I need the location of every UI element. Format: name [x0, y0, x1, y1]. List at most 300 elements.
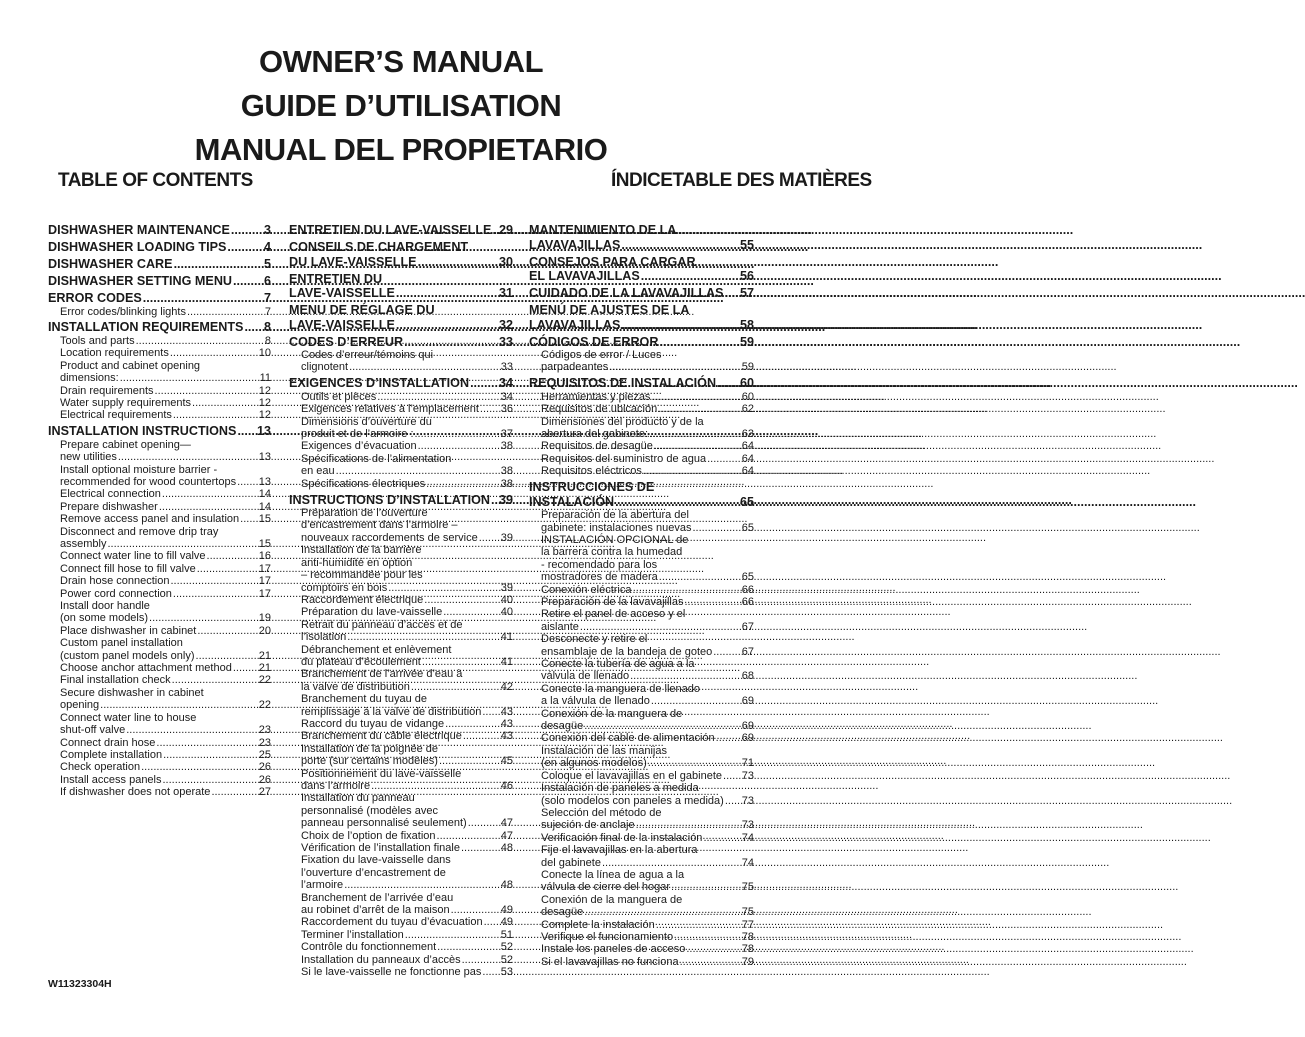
- toc-entry-title: (on some models): [60, 612, 149, 625]
- toc-entry-row: [541, 428, 754, 440]
- toc-page-number: 3: [263, 223, 271, 237]
- toc-entry-title: LAVE-VAISSELLE: [289, 286, 395, 300]
- toc-entry-row: [301, 361, 513, 373]
- toc-entry-row: [289, 255, 513, 270]
- toc-page-number: 41: [500, 655, 513, 668]
- dot-leader: [207, 550, 258, 562]
- dot-leader: [451, 904, 500, 916]
- toc-subentry[interactable]: [48, 600, 271, 625]
- toc-entry-title: Place dishwasher in cabinet: [60, 624, 197, 637]
- dot-leader: [648, 757, 741, 769]
- toc-subentry[interactable]: [48, 637, 271, 662]
- toc-section-entry[interactable]: [48, 274, 271, 289]
- toc-entry-title: gabinete: instalaciones nuevas: [541, 521, 692, 534]
- toc-entry-text-line: CONSEJOS PARA CARGAR: [529, 254, 696, 269]
- toc-entry-text-line: Conexión de la manguera de: [541, 707, 683, 720]
- toc-entry-row: [60, 575, 271, 587]
- toc-entry-text-line: CONSEILS DE CHARGEMENT: [289, 240, 469, 254]
- toc-entry-row: [301, 780, 513, 792]
- toc-page-number: 49: [500, 904, 513, 917]
- toc-entry-text-line: MENU DE RÉGLAGE DU: [289, 303, 435, 317]
- toc-subentry[interactable]: [289, 349, 513, 374]
- toc-subentry[interactable]: [289, 892, 513, 917]
- toc-subentry[interactable]: [48, 409, 271, 421]
- toc-page-number: 17: [258, 575, 271, 588]
- toc-entry-row: [301, 606, 513, 618]
- toc-page-number: 21: [258, 662, 271, 675]
- toc-entry-row: [60, 724, 271, 736]
- toc-subentry[interactable]: [289, 941, 513, 953]
- toc-page-number: 59: [739, 334, 754, 349]
- toc-subentry[interactable]: [48, 306, 271, 318]
- toc-subentry[interactable]: [48, 774, 271, 786]
- dot-leader: [159, 501, 258, 513]
- toc-subentry[interactable]: [289, 730, 513, 742]
- toc-entry-text-line: Branchement de l’arrivée d’eau: [301, 891, 454, 904]
- toc-subentry[interactable]: [48, 662, 271, 674]
- toc-subentry[interactable]: [529, 534, 754, 584]
- toc-subentry[interactable]: [529, 465, 754, 477]
- toc-page-number: 8: [264, 334, 271, 347]
- dot-leader: [174, 257, 263, 272]
- toc-subentry[interactable]: [48, 712, 271, 737]
- dot-leader: [192, 397, 258, 409]
- toc-entry-title: remplissage à la valve de distribution: [301, 705, 482, 718]
- toc-page-number: 65: [741, 521, 754, 534]
- toc-section-entry[interactable]: [529, 335, 754, 350]
- toc-page-number: 48: [500, 879, 513, 892]
- toc-section-entry[interactable]: [529, 376, 754, 391]
- toc-subentry[interactable]: [48, 749, 271, 761]
- dot-leader: [107, 538, 257, 550]
- toc-page-number: 15: [258, 538, 271, 550]
- toc-entry-row: [529, 376, 754, 391]
- toc-entry-title: au robinet d’arrêt de la maison: [301, 904, 450, 917]
- toc-entry-title: Water supply requirements: [60, 396, 192, 409]
- dot-leader: [418, 440, 500, 452]
- dot-leader: [602, 857, 741, 869]
- toc-subentry[interactable]: [529, 732, 754, 744]
- toc-entry-text-line: Débranchement et enlèvement: [301, 643, 452, 656]
- dot-leader: [654, 440, 741, 452]
- toc-subentry[interactable]: [529, 745, 754, 770]
- toc-subentry[interactable]: [289, 391, 513, 403]
- toc-page-number: 48: [500, 842, 513, 855]
- toc-subentry[interactable]: [48, 385, 271, 397]
- toc-page-number: 38: [500, 477, 513, 490]
- toc-entry-row: [60, 612, 271, 624]
- toc-subentry[interactable]: [48, 737, 271, 749]
- toc-subentry[interactable]: [289, 854, 513, 891]
- toc-subentry[interactable]: [529, 453, 754, 465]
- toc-entry-text-line: Branchement du tuyau de: [301, 693, 427, 706]
- toc-subentry[interactable]: [48, 761, 271, 773]
- toc-entry-row: [541, 453, 754, 465]
- dot-leader: [396, 318, 498, 333]
- toc-entry-row: [289, 335, 513, 350]
- toc-entry-title: sujeción de anclaje: [541, 819, 635, 832]
- toc-entry-row: [60, 761, 271, 773]
- toc-entry-row: [541, 732, 754, 744]
- dot-leader: [237, 424, 256, 439]
- toc-entry-title: EXIGENCES D’INSTALLATION: [289, 376, 470, 391]
- toc-entry-title: Branchement du câble électrique: [301, 730, 462, 743]
- dot-leader: [155, 385, 258, 397]
- toc-page-number: 12: [258, 384, 271, 397]
- toc-page-number: 33: [498, 334, 513, 349]
- toc-entry-row: [301, 954, 513, 966]
- toc-subentry[interactable]: [529, 832, 754, 844]
- toc-section-entry[interactable]: [529, 480, 754, 509]
- toc-subentry[interactable]: [289, 453, 513, 478]
- dot-leader: [163, 774, 258, 786]
- toc-entry-row: [60, 397, 271, 409]
- toc-page-number: 8: [263, 320, 271, 335]
- toc-entry-row: [48, 274, 271, 289]
- toc-subentry[interactable]: [529, 869, 754, 894]
- toc-page-number: 60: [739, 376, 754, 391]
- dot-leader: [713, 646, 741, 658]
- toc-subentry[interactable]: [529, 807, 754, 832]
- toc-subentry[interactable]: [48, 335, 271, 347]
- toc-subentry[interactable]: [48, 550, 271, 562]
- toc-subentry[interactable]: [48, 588, 271, 600]
- toc-heading-spanish: ÍNDICETABLE DES MATIÈRES: [611, 170, 872, 191]
- toc-entry-row: [48, 223, 271, 238]
- toc-page-number: 78: [741, 943, 754, 956]
- manual-titles: [0, 40, 802, 172]
- toc-subentry[interactable]: [48, 397, 271, 409]
- toc-subentry[interactable]: [529, 683, 754, 708]
- toc-page-number: 14: [258, 488, 271, 501]
- toc-subentry[interactable]: [529, 708, 754, 733]
- toc-subentry[interactable]: [529, 509, 754, 534]
- toc-entry-title: Prepare dishwasher: [60, 500, 158, 513]
- toc-subentry[interactable]: [529, 844, 754, 869]
- toc-entry-text-line: Dimensiones del producto y de la: [541, 415, 704, 428]
- toc-page-number: 53: [500, 966, 513, 979]
- toc-entry-title: válvula de llenado: [541, 670, 630, 683]
- toc-page-number: 38: [500, 440, 513, 453]
- dot-leader: [136, 335, 264, 347]
- toc-subentry[interactable]: [529, 403, 754, 415]
- toc-page-number: 58: [739, 317, 754, 332]
- toc-section-entry[interactable]: [289, 303, 513, 332]
- toc-page-number: 59: [741, 361, 754, 374]
- dot-leader: [170, 575, 257, 587]
- toc-subentry[interactable]: [289, 966, 513, 978]
- toc-entry-title: INSTALLATION REQUIREMENTS: [48, 320, 244, 335]
- toc-section-entry[interactable]: [48, 240, 271, 255]
- toc-page-number: 65: [741, 571, 754, 584]
- toc-subentry[interactable]: [48, 563, 271, 575]
- toc-subentry[interactable]: [289, 507, 513, 544]
- toc-page-number: 75: [741, 881, 754, 894]
- toc-page-number: 29: [498, 223, 513, 237]
- toc-entry-row: [541, 919, 754, 931]
- toc-entry-row: [301, 730, 513, 742]
- toc-subentry[interactable]: [48, 360, 271, 385]
- dot-leader: [118, 451, 258, 463]
- toc-entry-row: [541, 795, 754, 807]
- dot-leader: [609, 361, 740, 373]
- toc-subentry[interactable]: [289, 916, 513, 928]
- toc-entry-text-line: Retrait du panneau d’accès et de: [301, 618, 463, 631]
- toc-section-entry[interactable]: [289, 272, 513, 301]
- toc-section-entry[interactable]: [289, 335, 513, 350]
- toc-page-number: 64: [741, 465, 754, 478]
- toc-subentry[interactable]: [48, 488, 271, 500]
- toc-subentry[interactable]: [289, 842, 513, 854]
- toc-subentry[interactable]: [529, 782, 754, 807]
- toc-page-number: 21: [258, 649, 271, 662]
- toc-subentry[interactable]: [289, 619, 513, 644]
- toc-section-entry[interactable]: [529, 303, 754, 332]
- toc-section-entry[interactable]: [529, 223, 754, 252]
- dot-leader: [584, 720, 741, 732]
- toc-subentry[interactable]: [289, 644, 513, 669]
- toc-page-number: 38: [500, 465, 513, 478]
- dot-leader: [396, 286, 498, 301]
- toc-entry-row: [301, 403, 513, 415]
- toc-subentry[interactable]: [289, 929, 513, 941]
- toc-entry-row: [289, 376, 513, 391]
- toc-subentry[interactable]: [289, 830, 513, 842]
- toc-page-number: 55: [739, 237, 754, 252]
- toc-page-number: 23: [258, 724, 271, 737]
- toc-page-number: 36: [500, 403, 513, 416]
- toc-section-entry[interactable]: [289, 376, 513, 391]
- toc-entry-title: Herramientas y piezas: [541, 390, 651, 403]
- toc-entry-text-line: Spécifications de l’alimentation: [301, 452, 452, 465]
- toc-entry-title: Check operation: [60, 761, 141, 774]
- toc-subentry[interactable]: [529, 391, 754, 403]
- toc-subentry[interactable]: [48, 464, 271, 489]
- toc-column-spanish: [529, 223, 754, 968]
- toc-subentry[interactable]: [529, 894, 754, 919]
- toc-entry-text-line: Fije el lavavajillas en la abertura: [541, 844, 698, 857]
- toc-entry-title: Vérification de l’installation finale: [301, 842, 460, 855]
- toc-entry-text-line: Instalación de las manijas: [541, 744, 667, 757]
- dot-leader: [240, 513, 258, 525]
- toc-subentry[interactable]: [48, 439, 271, 464]
- toc-subentry[interactable]: [289, 718, 513, 730]
- toc-page-number: 37: [500, 428, 513, 441]
- toc-page-number: 43: [500, 730, 513, 743]
- dot-leader: [196, 650, 258, 662]
- toc-entry-title: Verifique el funcionamiento: [541, 930, 674, 943]
- toc-entry-row: [60, 476, 271, 488]
- dot-leader: [680, 956, 741, 968]
- dot-leader: [641, 269, 739, 284]
- toc-section-entry[interactable]: [48, 424, 271, 439]
- dot-leader: [482, 966, 499, 978]
- toc-entry-row: [541, 857, 754, 869]
- toc-subentry[interactable]: [289, 792, 513, 829]
- dot-leader: [237, 476, 258, 488]
- dot-leader: [149, 612, 258, 624]
- toc-entry-title: Raccord du tuyau de vidange: [301, 717, 445, 730]
- dot-leader: [418, 255, 498, 270]
- toc-section-entry[interactable]: [529, 286, 754, 301]
- toc-entry-title: Terminer l’installation: [301, 928, 404, 941]
- toc-entry-title: Conexión eléctrica: [541, 583, 632, 596]
- toc-entry-title: Outils et pièces: [301, 390, 377, 403]
- toc-entry-row: [541, 465, 754, 477]
- toc-entry-text-line: Installation du panneau: [301, 792, 415, 805]
- toc-entry-row: [541, 943, 754, 955]
- toc-entry-row: [60, 563, 271, 575]
- dot-leader: [491, 493, 498, 508]
- toc-subentry[interactable]: [289, 768, 513, 793]
- title-english: OWNER’S MANUAL: [258, 44, 544, 79]
- toc-entry-text-line: Install door handle: [60, 600, 150, 613]
- toc-subentry[interactable]: [289, 416, 513, 441]
- toc-entry-row: [48, 257, 271, 272]
- toc-entry-title: l’isolation: [301, 631, 347, 644]
- toc-page-number: 5: [263, 257, 271, 271]
- dot-leader: [349, 361, 500, 373]
- toc-subentry[interactable]: [529, 608, 754, 633]
- toc-subentry[interactable]: [48, 513, 271, 525]
- toc-entry-title: Exigences relatives à l’emplacement: [301, 403, 479, 416]
- toc-entry-text-line: l’ouverture d’encastrement de: [301, 866, 446, 879]
- dot-leader: [437, 941, 500, 953]
- toc-entry-text-line: Installation de la poignée de: [301, 742, 438, 755]
- toc-page-number: 26: [258, 773, 271, 786]
- toc-entry-title: desagüe: [541, 906, 584, 919]
- toc-section-entry[interactable]: [48, 291, 271, 306]
- toc-page-number: 34: [498, 376, 513, 391]
- toc-subentry[interactable]: [289, 440, 513, 452]
- toc-entry-title: Electrical connection: [60, 488, 161, 501]
- toc-entry-row: [301, 755, 513, 767]
- toc-subentry[interactable]: [529, 770, 754, 782]
- toc-entry-text-line: anti-humidité en option: [301, 556, 413, 569]
- dot-leader: [141, 761, 258, 773]
- toc-entry-title: CODES D’ERREUR: [289, 334, 404, 349]
- toc-subentry[interactable]: [48, 526, 271, 551]
- toc-section-entry[interactable]: [48, 257, 271, 272]
- dot-leader: [227, 240, 263, 255]
- toc-entry-title: Connect drain hose: [60, 736, 156, 749]
- toc-subentry[interactable]: [529, 956, 754, 968]
- toc-section-entry[interactable]: [289, 240, 513, 269]
- toc-entry-row: [60, 662, 271, 674]
- toc-page-number: 10: [258, 347, 271, 360]
- toc-subentry[interactable]: [48, 501, 271, 513]
- toc-section-entry[interactable]: [289, 493, 513, 508]
- toc-subentry[interactable]: [48, 347, 271, 359]
- toc-section-entry[interactable]: [529, 255, 754, 284]
- toc-subentry[interactable]: [289, 403, 513, 415]
- dot-leader: [172, 674, 258, 686]
- toc-entry-title: dans l’armoire: [301, 780, 371, 792]
- toc-entry-title: produit et de l’armoire :: [301, 428, 414, 441]
- toc-subentry[interactable]: [289, 954, 513, 966]
- toc-subentry[interactable]: [289, 544, 513, 594]
- toc-entry-row: [541, 906, 754, 918]
- toc-subentry[interactable]: [48, 674, 271, 686]
- dot-leader: [170, 347, 258, 359]
- toc-subentry[interactable]: [289, 743, 513, 768]
- toc-subentry[interactable]: [529, 633, 754, 658]
- toc-subentry[interactable]: [529, 349, 754, 374]
- toc-subentry[interactable]: [48, 575, 271, 587]
- toc-entry-row: [541, 440, 754, 452]
- toc-column-english: [48, 223, 271, 799]
- toc-subentry[interactable]: [529, 584, 754, 596]
- toc-section-entry[interactable]: [48, 320, 271, 335]
- toc-page-number: 39: [498, 492, 513, 507]
- toc-entry-title: Location requirements: [60, 347, 169, 360]
- toc-subentry[interactable]: [529, 440, 754, 452]
- toc-subentry[interactable]: [289, 693, 513, 718]
- toc-entry-title: a la válvula de llenado: [541, 695, 650, 708]
- toc-subentry[interactable]: [48, 687, 271, 712]
- toc-entry-text-line: MANTENIMIENTO DE LA: [529, 223, 677, 237]
- toc-entry-row: [60, 588, 271, 600]
- toc-entry-title: Power cord connection: [60, 587, 172, 600]
- toc-entry-text-line: Instalación de paneles a medida: [541, 782, 699, 795]
- dot-leader: [233, 662, 258, 674]
- dot-leader: [336, 465, 500, 477]
- toc-subentry[interactable]: [289, 668, 513, 693]
- dot-leader: [470, 376, 498, 391]
- toc-page-number: 39: [500, 581, 513, 594]
- toc-entry-title: Requisitos eléctricos: [541, 465, 642, 478]
- toc-page-number: 43: [500, 705, 513, 718]
- toc-section-entry[interactable]: [289, 223, 513, 238]
- toc-subentry[interactable]: [48, 786, 271, 798]
- toc-subentry[interactable]: [529, 416, 754, 441]
- toc-column-french: [289, 223, 513, 979]
- dot-leader: [630, 670, 741, 682]
- toc-subentry[interactable]: [529, 919, 754, 931]
- dot-leader: [717, 376, 739, 391]
- toc-page-number: 12: [258, 396, 271, 409]
- toc-entry-text-line: Conecte la línea de agua a la: [541, 868, 685, 881]
- toc-entry-text-line: Secure dishwasher in cabinet: [60, 686, 204, 699]
- toc-entry-text-line: Prepare cabinet opening—: [60, 438, 191, 451]
- toc-section-entry[interactable]: [48, 223, 271, 238]
- toc-subentry[interactable]: [529, 658, 754, 683]
- toc-entry-title: Raccordement électrique: [301, 593, 424, 606]
- toc-page-number: 42: [500, 680, 513, 693]
- toc-subentry[interactable]: [48, 625, 271, 637]
- toc-entry-title: l’armoire: [301, 879, 344, 892]
- dot-leader: [468, 817, 500, 829]
- toc-entry-text-line: Install optional moisture barrier -: [60, 463, 218, 476]
- toc-subentry[interactable]: [289, 478, 513, 490]
- toc-page-number: 57: [739, 286, 754, 300]
- dot-leader: [143, 291, 263, 306]
- toc-subentry[interactable]: [529, 931, 754, 943]
- toc-entry-row: [60, 409, 271, 421]
- dot-leader: [445, 718, 500, 730]
- toc-subentry[interactable]: [529, 596, 754, 608]
- dot-leader: [686, 943, 740, 955]
- dot-leader: [659, 335, 739, 350]
- toc-subentry[interactable]: [289, 606, 513, 618]
- dot-leader: [621, 238, 739, 253]
- toc-entry-row: [301, 941, 513, 953]
- toc-page-number: 11: [259, 372, 271, 385]
- toc-entry-title: DISHWASHER SETTING MENU: [48, 274, 233, 288]
- toc-subentry[interactable]: [529, 943, 754, 955]
- toc-subentry[interactable]: [289, 594, 513, 606]
- toc-entry-title: Error codes/blinking lights: [60, 305, 186, 318]
